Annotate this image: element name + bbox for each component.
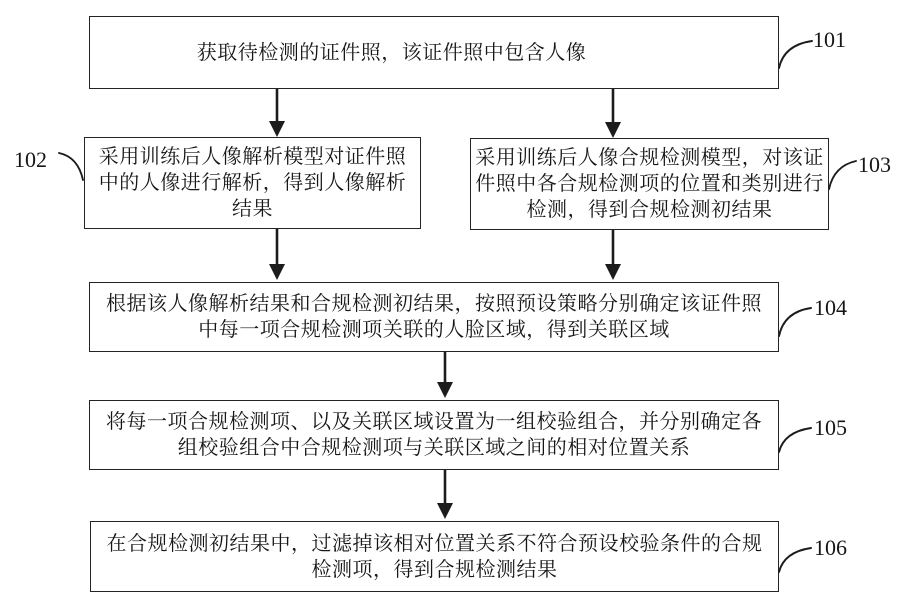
step-box-103 bbox=[470, 138, 829, 230]
ref-label-101: 101 bbox=[813, 27, 846, 52]
down-arrow-101-to-103 bbox=[605, 89, 621, 138]
down-arrow-105-to-106 bbox=[437, 470, 453, 519]
down-arrow-101-to-102 bbox=[269, 89, 285, 137]
ref-label-105: 105 bbox=[814, 415, 847, 440]
leader-line-102 bbox=[59, 153, 83, 180]
step-box-102 bbox=[84, 137, 421, 229]
step-box-106 bbox=[90, 521, 779, 592]
leader-line-104 bbox=[779, 308, 811, 336]
down-arrow-103-to-104 bbox=[605, 230, 621, 280]
step-text: 根据该人像解析结果和合规检测初结果，按照预设策略分别确定该证件照 bbox=[106, 293, 762, 315]
down-arrow-104-to-105 bbox=[437, 352, 453, 398]
leader-line-103 bbox=[829, 161, 856, 189]
step-text: 将每一项合规检测项、以及关联区域设置为一组校验组合，并分别确定各 bbox=[106, 411, 762, 433]
step-text: 件照中各合规检测项的位置和类别进行 bbox=[475, 173, 824, 195]
leader-line-105 bbox=[779, 428, 811, 452]
ref-label-103: 103 bbox=[858, 152, 891, 177]
ref-label-104: 104 bbox=[814, 295, 847, 320]
step-text: 检测，得到合规检测初结果 bbox=[526, 199, 773, 221]
ref-label-102: 102 bbox=[14, 147, 47, 172]
step-box-105 bbox=[89, 400, 779, 470]
step-text: 结果 bbox=[232, 198, 273, 220]
step-text: 获取待检测的证件照，该证件照中包含人像 bbox=[196, 41, 587, 64]
step-text: 检测项，得到合规检测结果 bbox=[311, 558, 558, 581]
step-box-104 bbox=[89, 282, 779, 352]
down-arrow-102-to-104 bbox=[269, 229, 285, 280]
leader-line-101 bbox=[779, 41, 812, 68]
leader-line-106 bbox=[779, 548, 811, 572]
ref-label-106: 106 bbox=[814, 535, 847, 560]
step-text: 组校验组合中合规检测项与关联区域之间的相对位置关系 bbox=[177, 437, 691, 459]
step-box-101 bbox=[89, 16, 779, 89]
step-text: 采用训练后人像合规检测模型，对该证 bbox=[475, 147, 824, 169]
step-text: 中每一项合规检测项关联的人脸区域，得到关联区域 bbox=[198, 319, 670, 341]
step-text: 采用训练后人像解析模型对证件照 bbox=[98, 146, 407, 168]
step-text: 在合规检测初结果中，过滤掉该相对位置关系不符合预设校验条件的合规 bbox=[106, 532, 763, 555]
step-text: 中的人像进行解析，得到人像解析 bbox=[98, 172, 407, 194]
